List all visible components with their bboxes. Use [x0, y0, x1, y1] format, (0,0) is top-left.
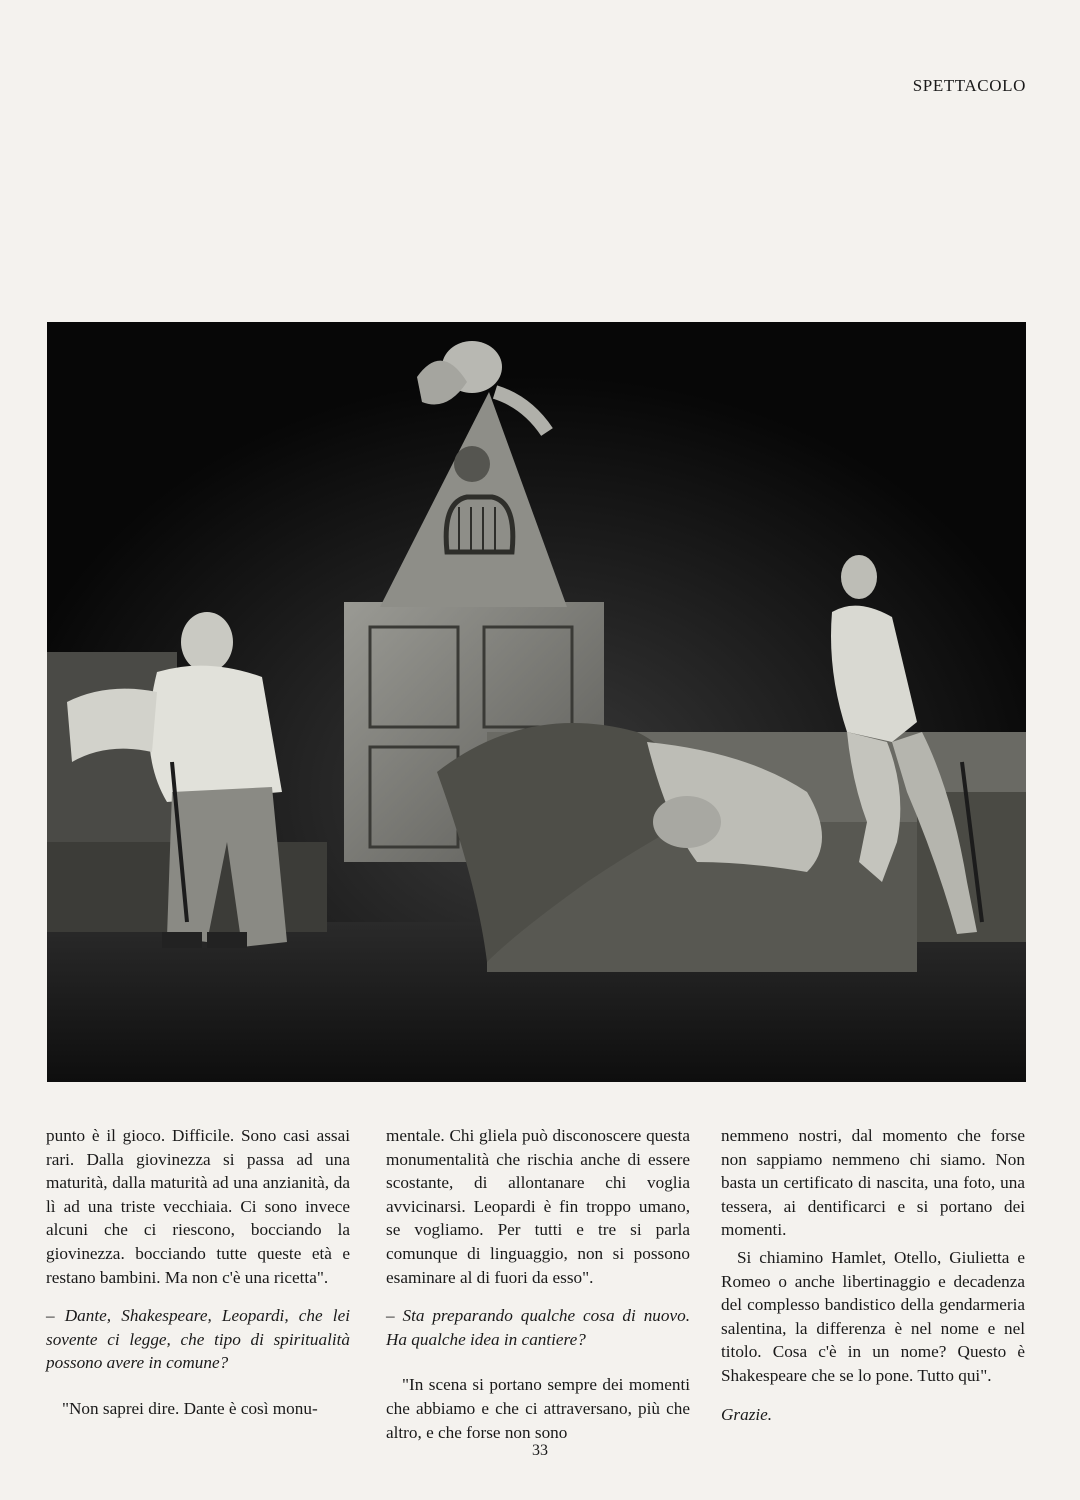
paragraph: Si chiamino Hamlet, Otello, Giulietta e Romeo o anche libertinaggio e decadenza del complesso bandistico della gendarmeria salentina, la differenza è nel nome e nel titolo. Cosa c'è in un nome? Questo è Shakespeare che se lo pone. Tutto qui".	[721, 1247, 1025, 1385]
text-column-1	[46, 1124, 350, 1421]
paragraph: punto è il gioco. Difficile. Sono casi assai rari. Dalla giovinezza si passa ad una maturità, dalla maturità ad una anzianità, da lì ad una triste vecchiaia. Ci sono invece alcuni che ci riescono, bocciando la giovinezza. bocciando tutte queste età e restano bambini. Ma non c'è una ricetta".	[46, 1126, 350, 1287]
section-header: SPETTACOLO	[912, 76, 1026, 95]
text-column-3	[721, 1124, 1025, 1426]
interview-question: – Dante, Shakespeare, Leopardi, che lei sovente ci legge, che tipo di spiritualità possono avere in comune?	[46, 1306, 350, 1373]
closing-thanks: Grazie.	[721, 1404, 773, 1424]
stage-photo-image	[47, 322, 1026, 1082]
paragraph: nemmeno nostri, dal momento che forse non sappiamo nemmeno chi siamo. Non basta un certificato di nascita, una foto, una tessera, ai dentificarci e si portano dei momenti.	[721, 1126, 1025, 1240]
text-column-2	[386, 1124, 690, 1444]
paragraph: mentale. Chi gliela può disconoscere questa monumentalità che rischia anche di essere scostante, di allontanare chi voglia avvicinarsi. Leopardi è fin troppo umano, se vogliamo. Per tutti e tre si parla comunque di linguaggio, non si possono esaminare al di fuori da esso".	[386, 1126, 690, 1287]
stage-photo	[47, 322, 1026, 1082]
interview-answer: "Non saprei dire. Dante è così monu-	[62, 1398, 318, 1418]
page-number: 33	[532, 1442, 548, 1459]
interview-answer: "In scena si portano sempre dei momenti che abbiamo e che ci attraversano, più che altro, e che forse non sono	[386, 1375, 690, 1442]
interview-question: – Sta preparando qualche cosa di nuovo. Ha qualche idea in cantiere?	[386, 1306, 690, 1349]
